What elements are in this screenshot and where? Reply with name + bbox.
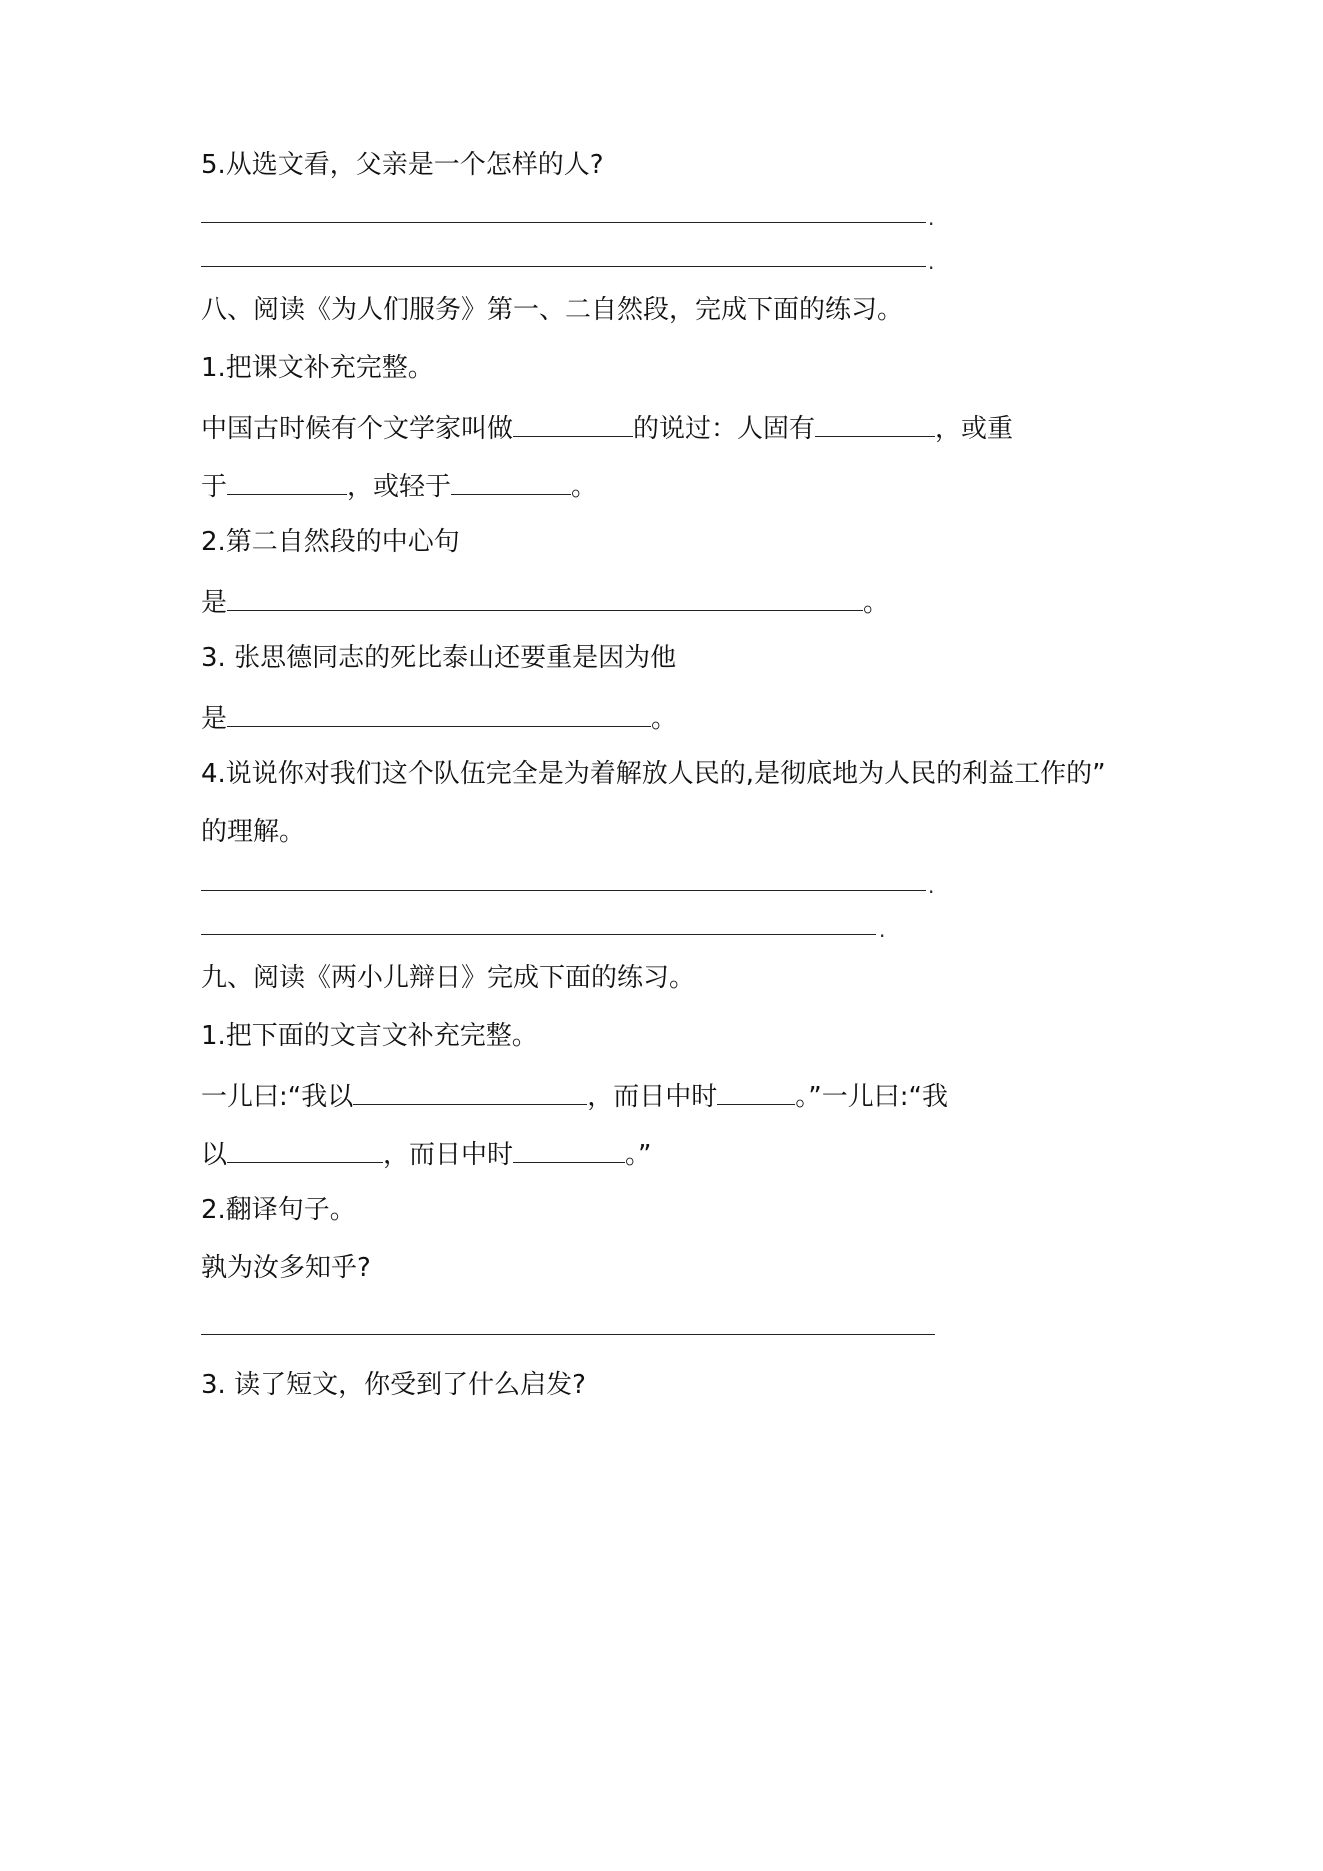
question-prompt-cont: 的理解。 (201, 817, 306, 847)
blank[interactable] (227, 582, 863, 611)
text-segment: 是 (201, 704, 228, 734)
answer-line[interactable] (201, 1334, 935, 1335)
blank[interactable] (227, 1134, 383, 1163)
line-end-dot: . (879, 918, 886, 942)
text-segment: 。 (571, 472, 598, 502)
answer-line[interactable] (201, 934, 876, 935)
answer-line[interactable] (201, 266, 926, 267)
text-segment: 的说过：人固有 (633, 414, 816, 444)
text-segment: 。 (863, 588, 890, 618)
text-segment: ，而日中时 (383, 1140, 514, 1170)
section-heading: 八、阅读《为人们服务》第一、二自然段，完成下面的练习。 (201, 295, 904, 325)
blank[interactable] (227, 466, 347, 495)
text-segment: 是 (201, 588, 228, 618)
question-prompt: 2.第二自然段的中心句 (201, 527, 460, 557)
question-prompt: 3. 张思德同志的死比泰山还要重是因为他 (201, 643, 677, 673)
question-prompt: 3. 读了短文，你受到了什么启发? (201, 1370, 586, 1400)
question-prompt: 1.把课文补充完整。 (201, 353, 434, 383)
question-prompt: 4.说说你对我们这个队伍完全是为着解放人民的,是彻底地为人民的利益工作的” (201, 759, 1106, 789)
blank[interactable] (717, 1076, 795, 1105)
question-prompt: 1.把下面的文言文补充完整。 (201, 1021, 538, 1051)
text-segment: 。” (625, 1140, 652, 1170)
fill-blank-line (201, 466, 597, 505)
fill-blank-line (201, 1134, 652, 1173)
answer-line[interactable] (201, 890, 926, 891)
line-end-dot: . (928, 206, 935, 230)
section-heading: 九、阅读《两小儿辩日》完成下面的练习。 (201, 963, 696, 993)
sentence-to-translate: 孰为汝多知乎? (201, 1253, 371, 1283)
answer-line[interactable] (201, 222, 926, 223)
fill-blank-line (201, 408, 1013, 447)
blank[interactable] (227, 698, 651, 727)
line-end-dot: . (928, 874, 935, 898)
text-segment: 一儿曰:“我以 (201, 1082, 354, 1112)
text-segment: ，而日中时 (587, 1082, 718, 1112)
question-prompt: 2.翻译句子。 (201, 1195, 356, 1225)
text-segment: ，或轻于 (347, 472, 452, 502)
blank[interactable] (513, 408, 633, 437)
blank[interactable] (353, 1076, 587, 1105)
text-segment: 中国古时候有个文学家叫做 (201, 414, 514, 444)
line-end-dot: . (928, 250, 935, 274)
question-text: 5.从选文看，父亲是一个怎样的人? (201, 150, 604, 180)
blank[interactable] (451, 466, 571, 495)
text-segment: 于 (201, 472, 228, 502)
blank[interactable] (513, 1134, 625, 1163)
fill-blank-line (201, 582, 889, 621)
fill-blank-line (201, 698, 677, 737)
text-segment: 以 (201, 1140, 228, 1170)
fill-blank-line (201, 1076, 948, 1115)
text-segment: 。 (651, 704, 678, 734)
text-segment: 。”一儿曰:“我 (795, 1082, 948, 1112)
text-segment: ，或重 (935, 414, 1014, 444)
blank[interactable] (815, 408, 935, 437)
